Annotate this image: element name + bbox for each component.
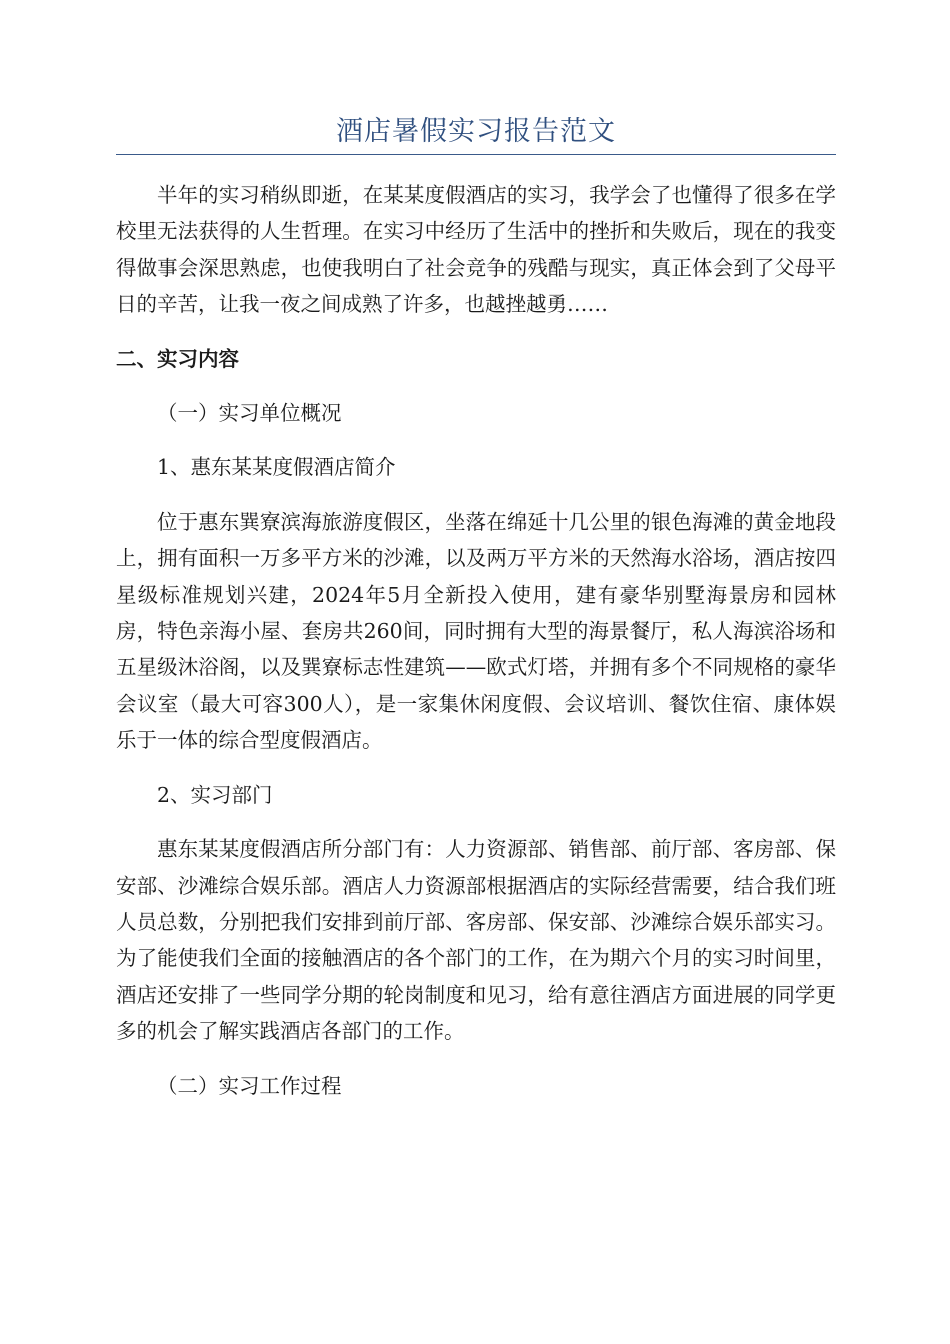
subsection-heading-overview: （一）实习单位概况	[157, 401, 342, 426]
item-heading-departments: 2、实习部门	[157, 782, 273, 807]
document-page	[116, 110, 836, 1122]
departments-paragraph: 惠东某某度假酒店所分部门有：人力资源部、销售部、前厅部、客房部、保安部、沙滩综合娱乐部。酒店人力资源部根据酒店的实际经营需要，结合我们班人员总数，分别把我们安排到前厅部、客房部、保安部、沙滩综合娱乐部实习。为了能使我们全面的接触酒店的各个部门的工作，在为期六个月的实习时间里，酒店还安排了一些同学分期的轮岗制度和见习，给有意往酒店方面进展的同学更多的机会了解实践酒店各部门的工作。	[116, 837, 836, 1044]
section-heading-content: 二、实习内容	[116, 346, 239, 371]
item-heading-hotel-intro: 1、惠东某某度假酒店简介	[157, 455, 396, 480]
document-title: 酒店暑假实习报告范文	[336, 116, 616, 147]
title-underline	[116, 154, 836, 155]
subsection-heading-process: （二）实习工作过程	[157, 1073, 342, 1098]
intro-paragraph: 半年的实习稍纵即逝，在某某度假酒店的实习，我学会了也懂得了很多在学校里无法获得的人生哲理。在实习中经历了生活中的挫折和失败后，现在的我变得做事会深思熟虑，也使我明白了社会竞争的残酷与现实，真正体会到了父母平日的辛苦，让我一夜之间成熟了许多，也越挫越勇……	[116, 183, 836, 317]
hotel-intro-paragraph: 位于惠东巽寮滨海旅游度假区，坐落在绵延十几公里的银色海滩的黄金地段上，拥有面积一万多平方米的沙滩，以及两万平方米的天然海水浴场，酒店按四星级标准规划兴建，2024年5月全新投入使用，建有豪华别墅海景房和园林房，特色亲海小屋、套房共260间，同时拥有大型的海景餐厅，私人海滨浴场和五星级沐浴阁，以及巽寮标志性建筑——欧式灯塔，并拥有多个不同规格的豪华会议室（最大可容300人），是一家集休闲度假、会议培训、餐饮住宿、康体娱乐于一体的综合型度假酒店。	[116, 509, 836, 753]
